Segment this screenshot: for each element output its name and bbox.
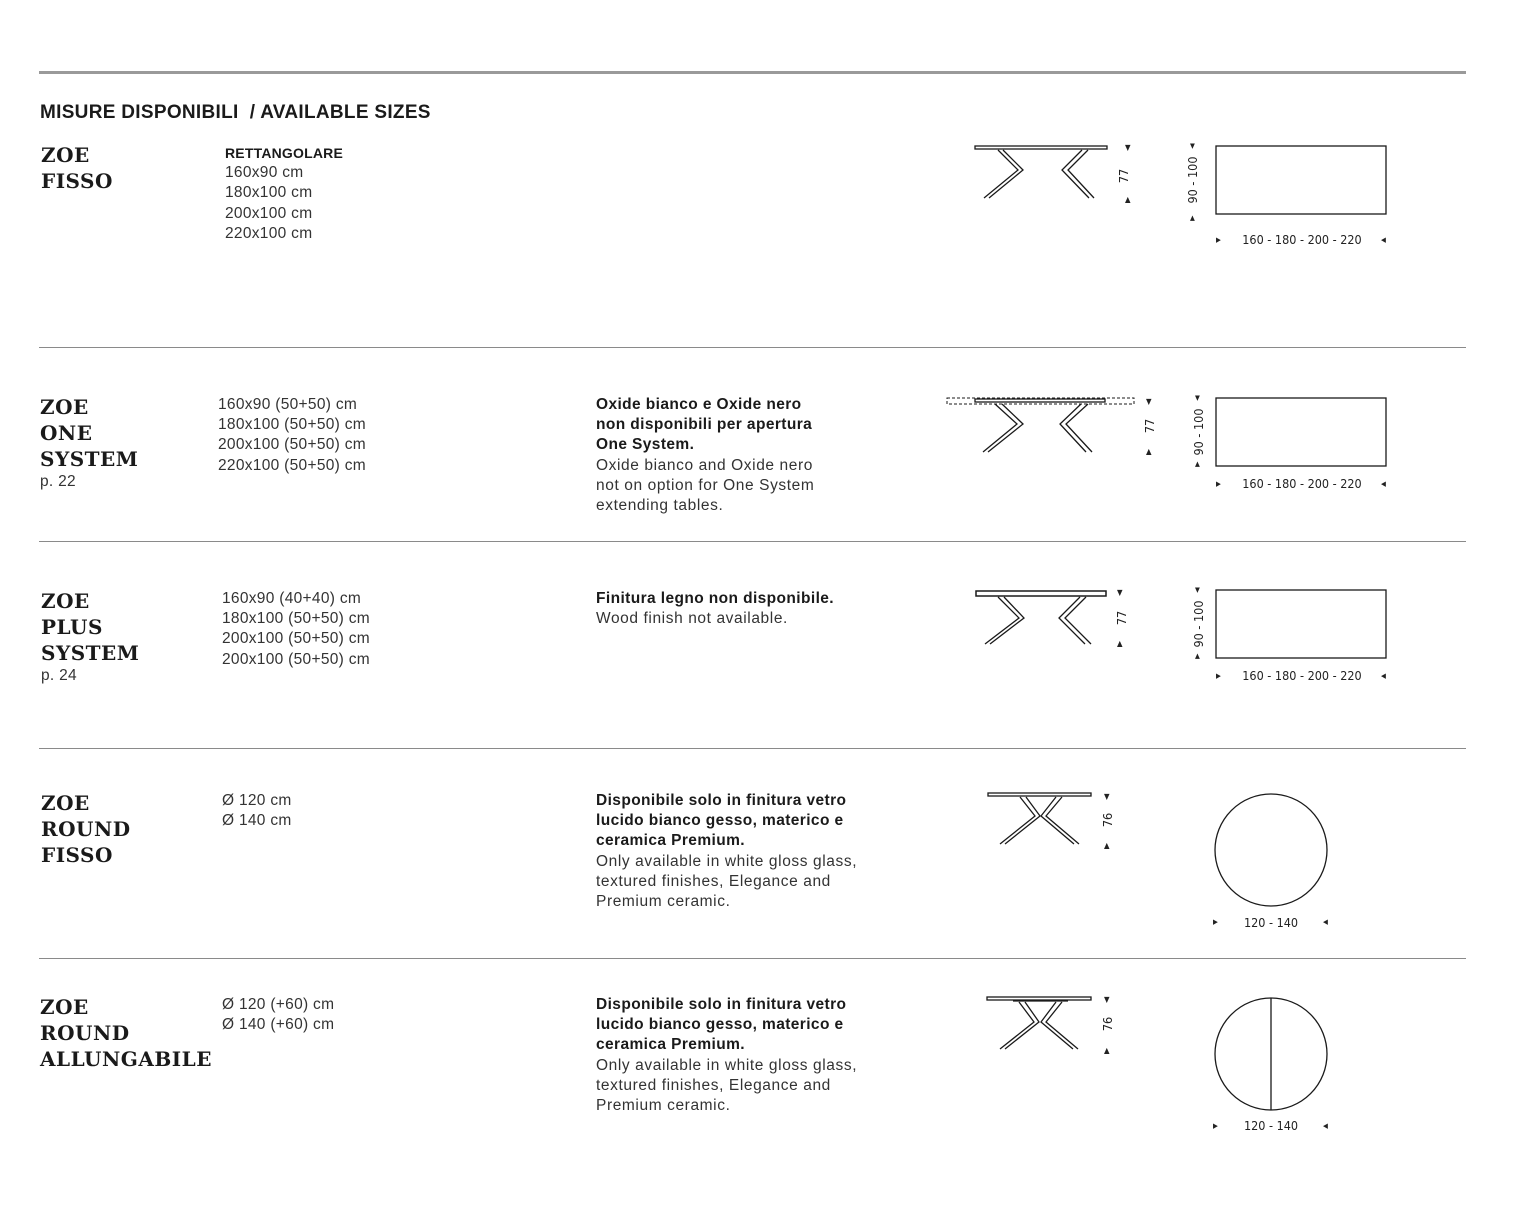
size-item: 180x100 (50+50) cm xyxy=(222,610,371,628)
size-item: 180x100 cm xyxy=(225,184,313,202)
note-bold-line: One System. xyxy=(596,436,695,454)
product-name-line: SYSTEM xyxy=(40,447,139,471)
arrow-right-icon: ▶ xyxy=(1213,918,1218,926)
product-name-line: PLUS xyxy=(41,615,103,639)
note-bold-line: ceramica Premium. xyxy=(596,832,745,850)
note-line: Premium ceramic. xyxy=(596,1097,731,1115)
product-name-line: ALLUNGABILE xyxy=(40,1047,212,1071)
note-line: not on option for One System xyxy=(596,476,815,494)
arrow-left-icon: ◀ xyxy=(1323,1122,1328,1130)
arrow-right-icon: ▶ xyxy=(1216,480,1221,488)
depth-label: 90 - 100 xyxy=(1191,600,1206,648)
shape-subtitle: RETTANGOLARE xyxy=(225,145,344,161)
product-name-line: ONE xyxy=(40,421,93,445)
arrow-down-icon: ▼ xyxy=(1104,792,1110,801)
arrow-left-icon: ◀ xyxy=(1381,480,1386,488)
page-reference: p. 22 xyxy=(40,473,76,490)
top-plan-drawing xyxy=(1180,584,1400,689)
width-label: 160 - 180 - 200 - 220 xyxy=(1242,668,1362,683)
arrow-right-icon: ▶ xyxy=(1216,236,1221,244)
size-list xyxy=(222,791,292,831)
finish-note xyxy=(596,395,896,516)
side-elevation-drawing xyxy=(970,586,1140,656)
product-name-line: ZOE xyxy=(41,143,90,167)
section-divider xyxy=(39,958,1466,959)
product-name-zoe-round-allungabile xyxy=(40,994,212,1072)
product-name-line: ZOE xyxy=(41,589,90,613)
size-list xyxy=(218,395,366,476)
height-label: 77 xyxy=(1114,610,1129,626)
note-line: Wood finish not available. xyxy=(596,610,788,628)
arrow-left-icon: ◀ xyxy=(1323,918,1328,926)
depth-label: 90 - 100 xyxy=(1191,408,1206,456)
height-label: 76 xyxy=(1100,1016,1115,1032)
product-name-line: ROUND xyxy=(40,1021,130,1045)
size-item: 200x100 (50+50) cm xyxy=(222,630,371,648)
size-item: Ø 140 (+60) cm xyxy=(222,1016,335,1034)
note-bold-line: lucido bianco gesso, materico e xyxy=(596,1016,844,1034)
height-label: 76 xyxy=(1100,812,1115,828)
arrow-down-icon: ▼ xyxy=(1125,143,1131,152)
size-item: Ø 140 cm xyxy=(222,812,292,830)
product-name-line: ZOE xyxy=(40,395,89,419)
product-name-zoe-fisso xyxy=(41,142,113,194)
arrow-up-icon: ▲ xyxy=(1146,447,1152,456)
product-name-zoe-round-fisso xyxy=(41,790,131,868)
size-item: 220x100 (50+50) cm xyxy=(218,456,367,474)
diameter-label: 120 - 140 xyxy=(1243,915,1299,930)
product-name-line: FISSO xyxy=(41,169,113,193)
section-divider xyxy=(39,748,1466,749)
product-name-line: SYSTEM xyxy=(41,641,140,665)
top-plan-drawing xyxy=(1180,392,1400,497)
product-name-line: ZOE xyxy=(40,995,89,1019)
arrow-down-icon: ▼ xyxy=(1195,394,1200,402)
note-bold-line: Disponibile solo in finitura vetro xyxy=(596,996,847,1013)
note-line: Oxide bianco and Oxide nero xyxy=(596,456,813,474)
width-label: 160 - 180 - 200 - 220 xyxy=(1242,476,1362,491)
size-list xyxy=(222,995,334,1035)
note-bold-line: non disponibili per apertura xyxy=(596,416,813,434)
page-reference: p. 24 xyxy=(41,667,77,684)
note-line: Only available in white gloss glass, xyxy=(596,852,858,870)
size-item: Ø 120 (+60) cm xyxy=(222,996,335,1013)
section-divider xyxy=(39,347,1466,348)
depth-label: 90 - 100 xyxy=(1185,156,1200,204)
product-name-line: ZOE xyxy=(41,791,90,815)
finish-note xyxy=(596,791,896,912)
side-elevation-drawing xyxy=(980,788,1130,853)
size-list xyxy=(225,143,343,244)
side-elevation-drawing xyxy=(940,392,1160,462)
note-line: Only available in white gloss glass, xyxy=(596,1056,858,1074)
side-elevation-drawing xyxy=(980,992,1130,1057)
size-item: 220x100 cm xyxy=(225,224,313,242)
note-bold-line: lucido bianco gesso, materico e xyxy=(596,812,844,830)
size-item: 160x90 (40+40) cm xyxy=(222,590,362,607)
arrow-right-icon: ▶ xyxy=(1213,1122,1218,1130)
product-name-line: FISSO xyxy=(41,843,113,867)
arrow-up-icon: ▲ xyxy=(1104,1046,1110,1055)
arrow-left-icon: ◀ xyxy=(1381,236,1386,244)
top-plan-drawing xyxy=(1200,992,1350,1137)
finish-note xyxy=(596,589,896,629)
height-label: 77 xyxy=(1142,418,1157,434)
size-item: 200x100 (50+50) cm xyxy=(218,436,367,454)
page-heading: MISURE DISPONIBILI / AVAILABLE SIZES xyxy=(40,102,431,123)
note-bold-line: ceramica Premium. xyxy=(596,1036,745,1054)
finish-note xyxy=(596,995,896,1116)
note-bold-line: Finitura legno non disponibile. xyxy=(596,590,834,607)
arrow-up-icon: ▲ xyxy=(1190,214,1195,222)
size-item: 200x100 (50+50) cm xyxy=(222,650,371,668)
product-name-line: ROUND xyxy=(41,817,131,841)
note-bold-line: Disponibile solo in finitura vetro xyxy=(596,792,847,809)
arrow-up-icon: ▲ xyxy=(1195,652,1200,660)
arrow-right-icon: ▶ xyxy=(1216,672,1221,680)
product-name-zoe-one-system xyxy=(40,394,138,492)
width-label: 160 - 180 - 200 - 220 xyxy=(1242,232,1362,247)
height-label: 77 xyxy=(1116,168,1131,184)
top-plan-drawing xyxy=(1180,140,1400,250)
arrow-up-icon: ▲ xyxy=(1195,460,1200,468)
arrow-up-icon: ▲ xyxy=(1125,195,1131,204)
note-line: textured finishes, Elegance and xyxy=(596,1076,831,1094)
size-item: 160x90 cm xyxy=(225,164,304,182)
side-elevation-drawing xyxy=(970,140,1140,210)
top-plan-drawing xyxy=(1200,788,1350,933)
arrow-left-icon: ◀ xyxy=(1381,672,1386,680)
arrow-down-icon: ▼ xyxy=(1104,995,1110,1004)
product-name-zoe-plus-system xyxy=(41,588,139,686)
diameter-label: 120 - 140 xyxy=(1243,1118,1299,1133)
note-line: Premium ceramic. xyxy=(596,893,731,911)
arrow-down-icon: ▼ xyxy=(1117,588,1123,597)
arrow-down-icon: ▼ xyxy=(1195,586,1200,594)
top-divider xyxy=(39,71,1466,74)
size-list xyxy=(222,589,370,670)
arrow-up-icon: ▲ xyxy=(1104,841,1110,850)
note-bold-line: Oxide bianco e Oxide nero xyxy=(596,396,802,413)
note-line: extending tables. xyxy=(596,497,724,515)
arrow-down-icon: ▼ xyxy=(1146,397,1152,406)
size-item: 200x100 cm xyxy=(225,204,313,222)
arrow-down-icon: ▼ xyxy=(1190,142,1195,150)
note-line: textured finishes, Elegance and xyxy=(596,872,831,890)
size-item: 160x90 (50+50) cm xyxy=(218,396,358,413)
size-item: 180x100 (50+50) cm xyxy=(218,416,367,434)
section-divider xyxy=(39,541,1466,542)
size-item: Ø 120 cm xyxy=(222,792,292,809)
arrow-up-icon: ▲ xyxy=(1117,639,1123,648)
